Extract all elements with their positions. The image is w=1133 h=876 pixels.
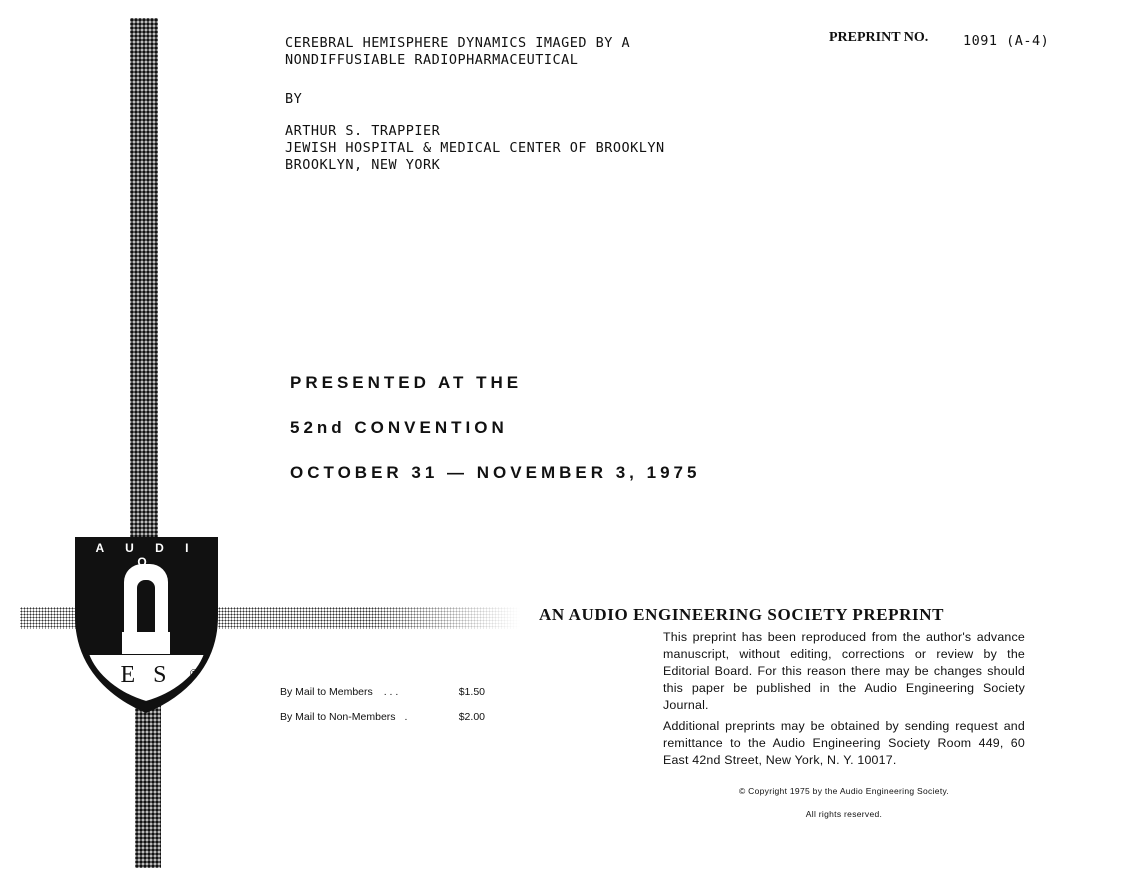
notice-paragraph-2: Additional preprints may be obtained by sending request and remittance to the Audio Engineering Society Room 449, 60 East 42nd Street, New York, N. Y. 10017.	[663, 719, 1025, 767]
author-affiliation: JEWISH HOSPITAL & MEDICAL CENTER OF BROOKLYN	[285, 140, 665, 156]
preprint-label: PREPRINT NO.	[829, 30, 929, 45]
price-value: $1.50	[458, 686, 485, 698]
society-heading: AN AUDIO ENGINEERING SOCIETY PREPRINT	[539, 605, 945, 624]
author-location: BROOKLYN, NEW YORK	[285, 157, 441, 173]
price-label: By Mail to Non-Members .	[280, 711, 408, 723]
preprint-number: 1091 (A-4)	[963, 33, 1050, 49]
vertical-halftone-bar-top	[130, 18, 158, 538]
copyright: © Copyright 1975 by the Audio Engineering Society.	[738, 786, 950, 796]
rights-reserved: All rights reserved.	[805, 809, 883, 819]
author-block	[285, 123, 665, 174]
title-line-1: CEREBRAL HEMISPHERE DYNAMICS IMAGED BY A	[285, 35, 631, 51]
title-line-2: NONDIFFUSIABLE RADIOPHARMACEUTICAL	[285, 52, 579, 68]
price-row-members	[280, 686, 485, 698]
price-list	[280, 686, 485, 723]
price-value: $2.00	[458, 711, 485, 723]
author-name: ARTHUR S. TRAPPIER	[285, 123, 441, 139]
presented-line-1: PRESENTED AT THE	[290, 373, 523, 392]
registered-mark: ®	[190, 668, 199, 680]
aes-logo	[74, 536, 219, 714]
presented-line-2: 52nd CONVENTION	[290, 418, 508, 437]
notice-text	[663, 629, 1025, 769]
logo-bottom-letters: E S	[120, 662, 173, 688]
price-row-non-members	[280, 711, 485, 723]
price-label: By Mail to Members . . .	[280, 686, 399, 698]
paper-title	[285, 35, 630, 69]
by-label: BY	[285, 91, 303, 107]
notice-paragraph-1: This preprint has been reproduced from the author's advance manuscript, without editing, corrections or review by the Editorial Board. For this reason there may be changes should this paper be published in the Audio Engineering Society Journal.	[663, 630, 1025, 712]
vertical-halftone-bar-bottom	[135, 700, 161, 868]
presented-line-3: OCTOBER 31 — NOVEMBER 3, 1975	[290, 463, 701, 482]
logo-top-letters: A U D I O	[95, 541, 198, 569]
